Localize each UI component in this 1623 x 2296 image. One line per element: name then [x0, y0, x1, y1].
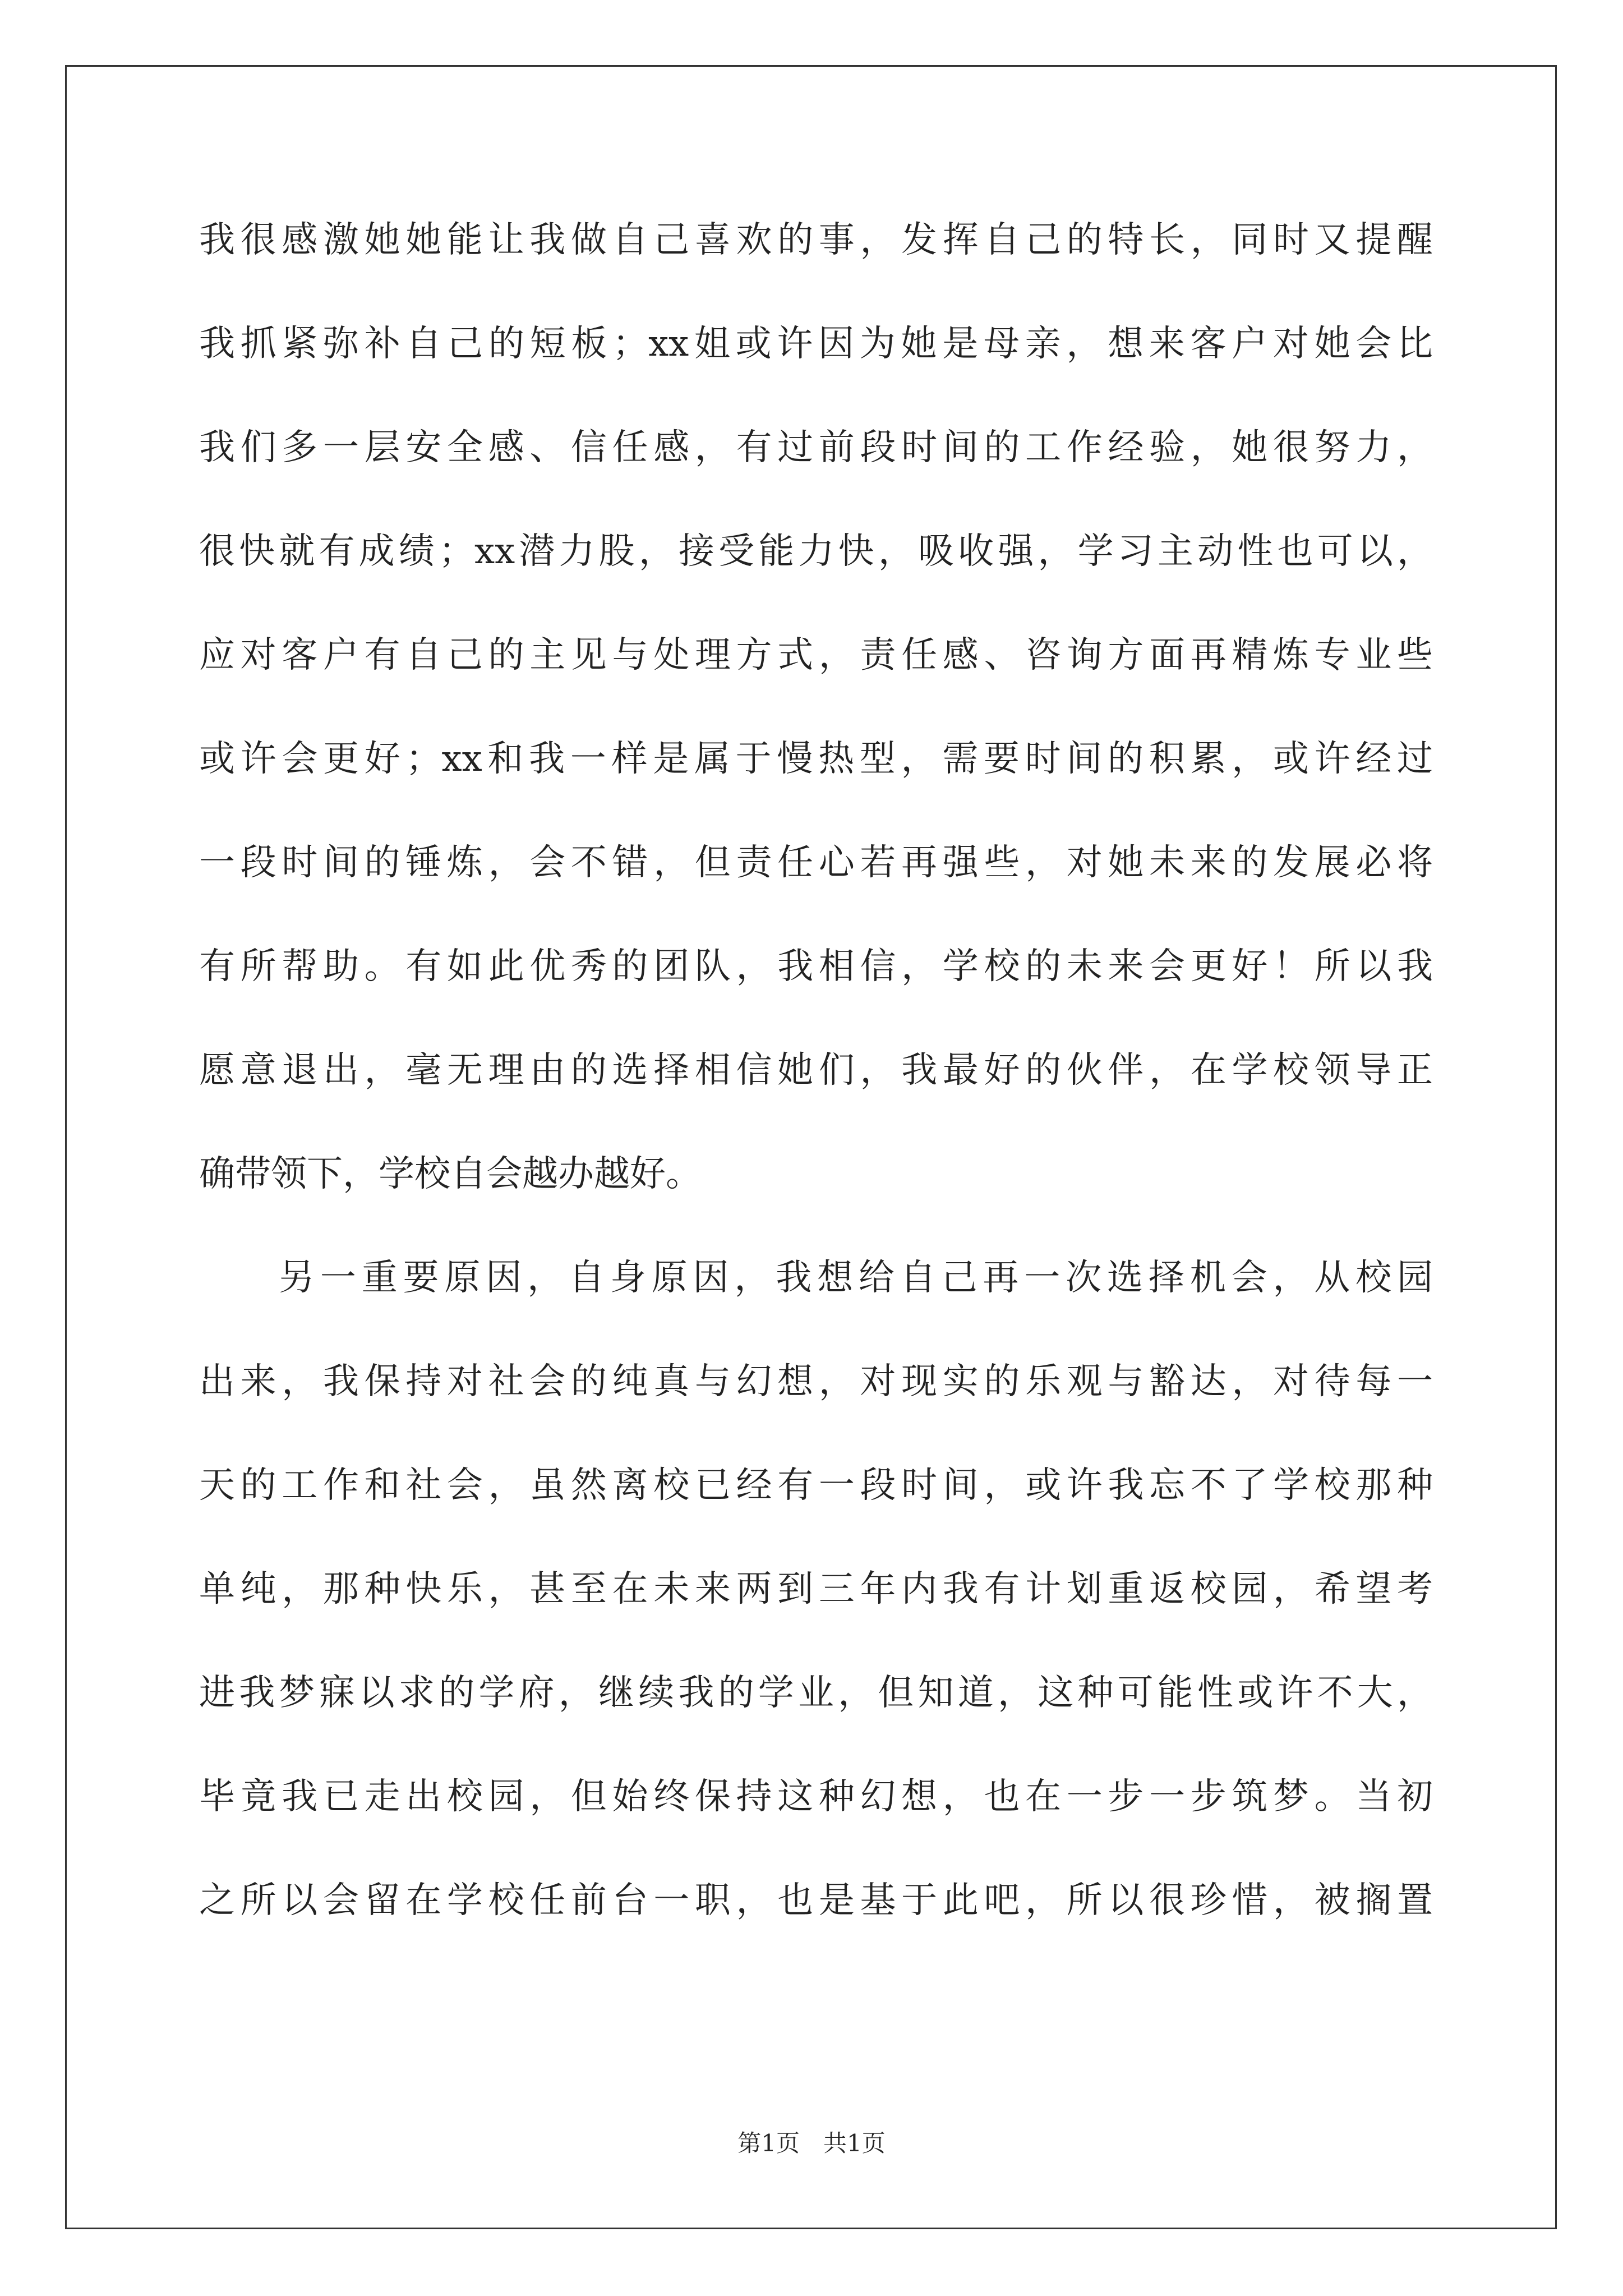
text-line: 我抓紧弥补自己的短板；xx姐或许因为她是母亲，想来客户对她会比 [199, 323, 1433, 365]
text-line: 毕竟我已走出校园，但始终保持这种幻想，也在一步一步筑梦。当初 [199, 1776, 1433, 1818]
document-body [199, 212, 1433, 1976]
page-number-footer: 第1页 共1页 [737, 2129, 886, 2157]
text-line: 有所帮助。有如此优秀的团队，我相信，学校的未来会更好！所以我 [199, 946, 1433, 987]
text-line: 天的工作和社会，虽然离校已经有一段时间，或许我忘不了学校那种 [199, 1465, 1433, 1506]
text-line: 愿意退出，毫无理由的选择相信她们，我最好的伙伴，在学校领导正 [199, 1050, 1433, 1091]
text-line: 进我梦寐以求的学府，继续我的学业，但知道，这种可能性或许不大， [199, 1672, 1433, 1714]
text-line: 我很感激她她能让我做自己喜欢的事，发挥自己的特长，同时又提醒 [199, 219, 1433, 261]
text-line: 很快就有成绩；xx潜力股，接受能力快，吸收强，学习主动性也可以， [199, 531, 1433, 572]
text-line-paragraph-start: 另一重要原因，自身原因，我想给自己再一次选择机会，从校园 [279, 1257, 1433, 1299]
text-line: 之所以会留在学校任前台一职，也是基于此吧，所以很珍惜，被搁置 [199, 1880, 1433, 1921]
text-line: 或许会更好；xx和我一样是属于慢热型，需要时间的积累，或许经过 [199, 738, 1433, 780]
text-line-paragraph-end: 确带领下，学校自会越办越好。 [199, 1153, 702, 1195]
text-line: 一段时间的锤炼，会不错，但责任心若再强些，对她未来的发展必将 [199, 842, 1433, 884]
text-line: 我们多一层安全感、信任感，有过前段时间的工作经验，她很努力， [199, 427, 1433, 468]
text-line: 单纯，那种快乐，甚至在未来两到三年内我有计划重返校园，希望考 [199, 1568, 1433, 1610]
text-line: 应对客户有自己的主见与处理方式，责任感、咨询方面再精炼专业些 [199, 634, 1433, 676]
text-line: 出来，我保持对社会的纯真与幻想，对现实的乐观与豁达，对待每一 [199, 1361, 1433, 1402]
